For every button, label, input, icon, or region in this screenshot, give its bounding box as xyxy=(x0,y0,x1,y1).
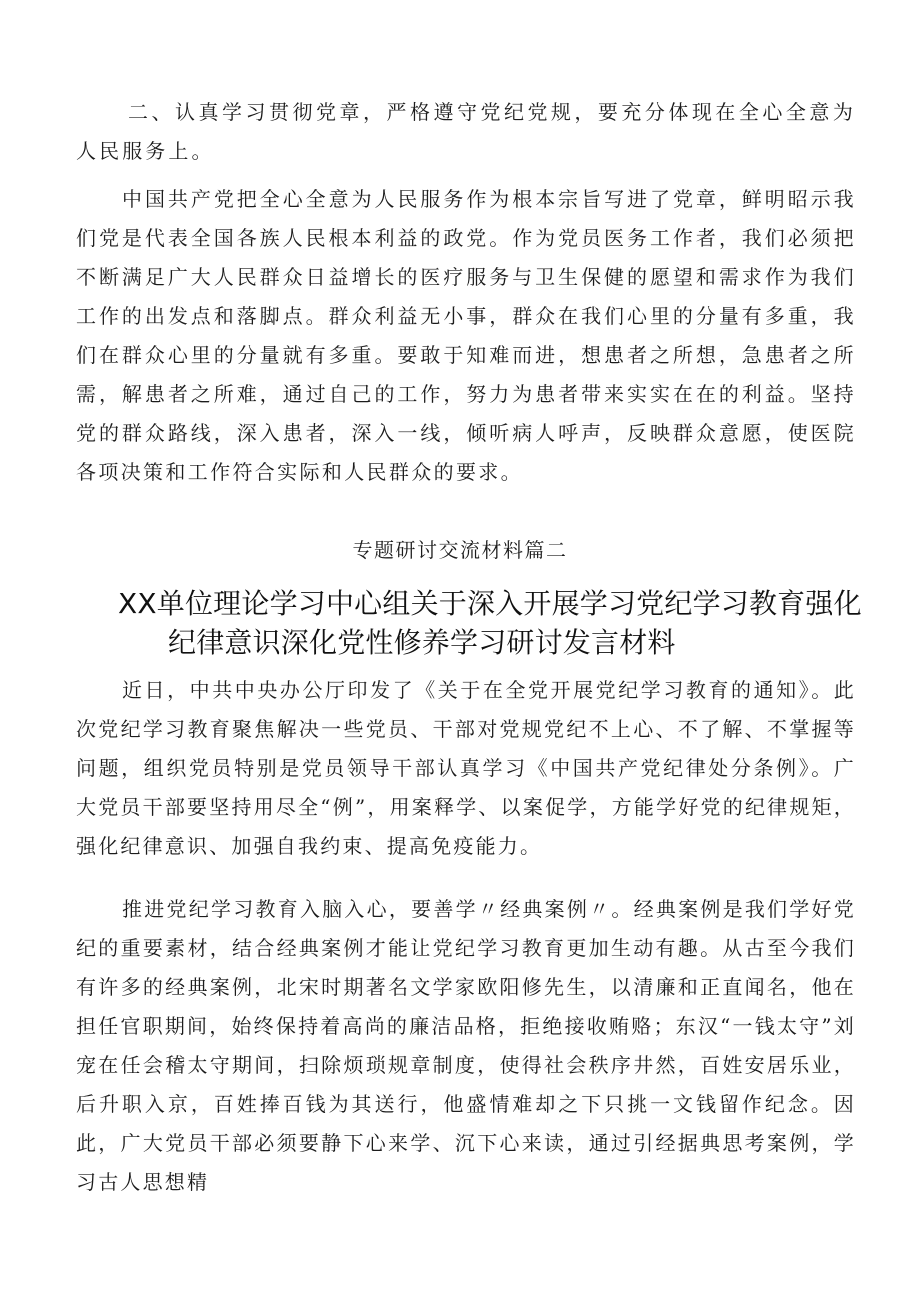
article-title-line-2: 纪律意识深化党性修养学习研讨发言材料 xyxy=(168,626,676,659)
article-label: 专题研讨交流材料篇二 xyxy=(352,538,568,562)
paragraph-classic-cases: 推进党纪学习教育入脑入心，要善学〃经典案例〃。经典案例是我们学好党纪的重要素材，结合经典案例才能让党纪学习教育更加生动有趣。从古至今我们有许多的经典案例，北宋时期著名文学家欧阳修先生，以清廉和正直闻名，他在担任官职期间，始终保持着高尚的廉洁品格，拒绝接收贿赂；东汉“一钱太守”刘宠在任会稽太守期间，扫除烦琐规章制度，使得社会秩序井然，百姓安居乐业，后升职入京，百姓捧百钱为其送行，他盛情难却之下只挑一文钱留作纪念。因此，广大党员干部必须要静下心来学、沉下心来读，通过引经据典思考案例，学习古人思想精 xyxy=(76,897,856,1194)
paragraph-service-to-people: 中国共产党把全心全意为人民服务作为根本宗旨写进了党章，鲜明昭示我们党是代表全国各族人民根本利益的政党。作为党员医务工作者，我们必须把不断满足广大人民群众日益增长的医疗服务与卫生保健的愿望和需求作为我们工作的出发点和落脚点。群众利益无小事，群众在我们心里的分量有多重，我们在群众心里的分量就有多重。要敢于知难而进，想患者之所想，急患者之所需，解患者之所难，通过自己的工作，努力为患者带来实实在在的利益。坚持党的群众路线，深入患者，深入一线，倾听病人呼声，反映群众意愿，使医院各项决策和工作符合实际和人民群众的要求。 xyxy=(76,187,856,484)
article-title-line-1: XX单位理论学习中心组关于深入开展学习党纪学习教育强化 xyxy=(118,587,862,620)
paragraph-discipline-education-notice: 近日，中共中央办公厅印发了《关于在全党开展党纪学习教育的通知》。此次党纪学习教育聚焦解决一些党员、干部对党规党纪不上心、不了解、不掌握等问题，组织党员特别是党员领导干部认真学习《中国共产党纪律处分条例》。广大党员干部要坚持用尽全“例”，用案释学、以案促学，方能学好党的纪律规矩，强化纪律意识、加强自我约束、提高免疫能力。 xyxy=(76,678,856,858)
section-heading: 二、认真学习贯彻党章，严格遵守党纪党规，要充分体现在全心全意为人民服务上。 xyxy=(76,100,856,163)
article-title xyxy=(118,584,878,662)
